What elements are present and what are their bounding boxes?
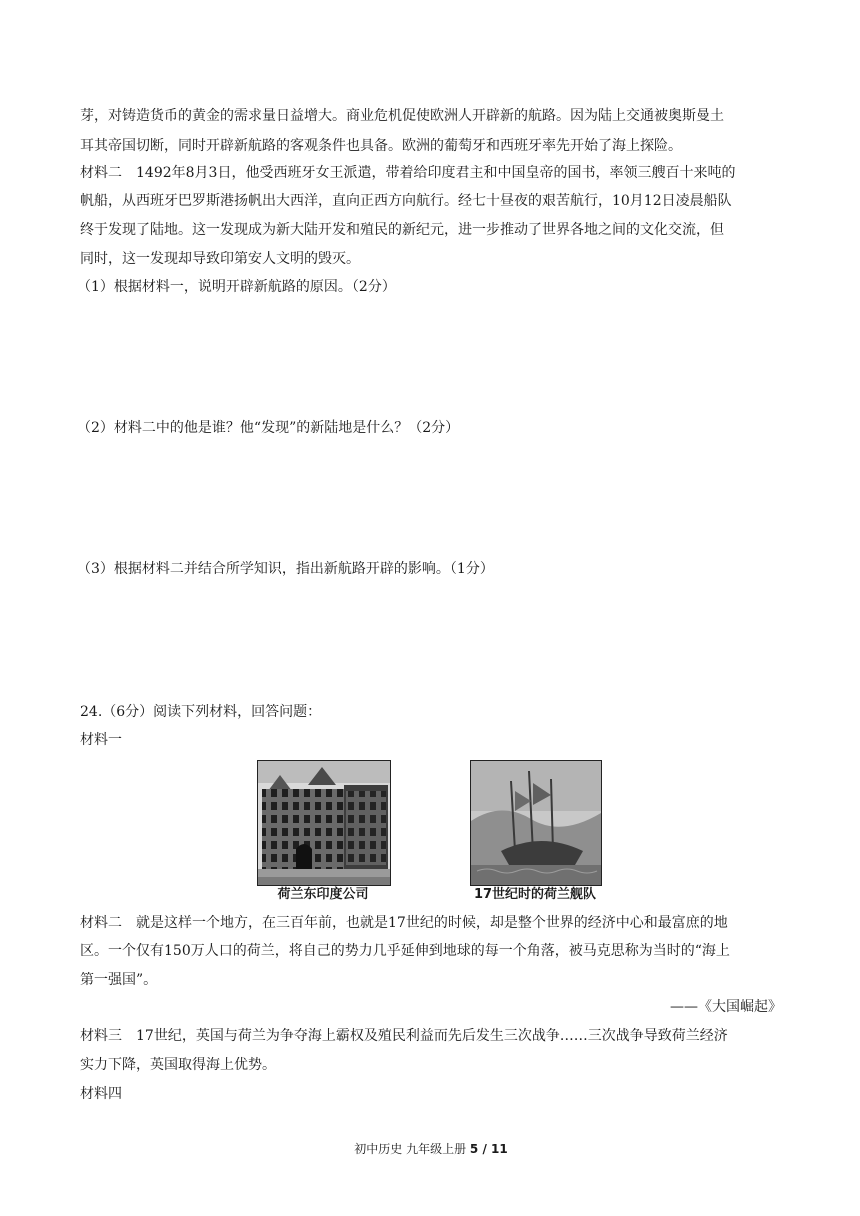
- question-3: （3）根据材料二并结合所学知识，指出新航路开辟的影响。（1分）: [77, 561, 494, 577]
- fleet-photo-icon: [470, 760, 602, 886]
- source-citation: ——《大国崛起》: [670, 999, 782, 1015]
- document-page: [77, 0, 782, 1216]
- figure-2-caption: 17世纪时的荷兰舰队: [473, 887, 597, 902]
- question-2: （2）材料二中的他是谁？他“发现”的新陆地是什么？（2分）: [77, 420, 460, 436]
- q24-heading: 24.（6分）阅读下列材料，回答问题：: [80, 704, 322, 720]
- material2-line-4: 同时，这一发现却导致印第安人文明的毁灭。: [80, 251, 360, 267]
- intro-line-1: 芽，对铸造货币的黄金的需求量日益增大。商业危机促使欧洲人开辟新的航路。因为陆上交通被奥斯曼土: [80, 108, 724, 124]
- page-number: 5 / 11: [469, 1142, 508, 1156]
- q24-material2-line-1: 材料二 就是这样一个地方，在三百年前，也就是17世纪的时候，却是整个世界的经济中心和最富庶的地: [80, 915, 728, 931]
- page-footer: [80, 1140, 782, 1158]
- building-photo-icon: [257, 760, 391, 886]
- intro-line-2: 耳其帝国切断，同时开辟新航路的客观条件也具备。欧洲的葡萄牙和西班牙率先开始了海上探险。: [80, 138, 682, 154]
- material1-label: 材料一: [80, 732, 122, 748]
- footer-text: 初中历史 九年级上册: [354, 1142, 470, 1156]
- q24-material2-line-2: 区。一个仅有150万人口的荷兰，将自己的势力几乎延伸到地球的每一个角落，被马克思称为当时的“海上: [80, 943, 730, 959]
- material2-line-2: 帆船，从西班牙巴罗斯港扬帆出大西洋，直向正西方向航行。经七十昼夜的艰苦航行，10月12日凌晨船队: [80, 193, 732, 209]
- q24-material2-line-3: 第一强国”。: [80, 972, 158, 988]
- q24-material3-line-2: 实力下降，英国取得海上优势。: [80, 1057, 276, 1073]
- question-1: （1）根据材料一，说明开辟新航路的原因。（2分）: [77, 279, 396, 295]
- material2-line-1: 材料二 1492年8月3日，他受西班牙女王派遣，带着给印度君主和中国皇帝的国书，率领三艘百十来吨的: [80, 165, 736, 181]
- material2-line-3: 终于发现了陆地。这一发现成为新大陆开发和殖民的新纪元，进一步推动了世界各地之间的文化交流，但: [80, 222, 724, 238]
- figure-1-caption: 荷兰东印度公司: [277, 887, 369, 902]
- material4-label: 材料四: [80, 1086, 122, 1102]
- q24-material3-line-1: 材料三 17世纪，英国与荷兰为争夺海上霸权及殖民利益而先后发生三次战争……三次战争导致荷兰经济: [80, 1028, 728, 1044]
